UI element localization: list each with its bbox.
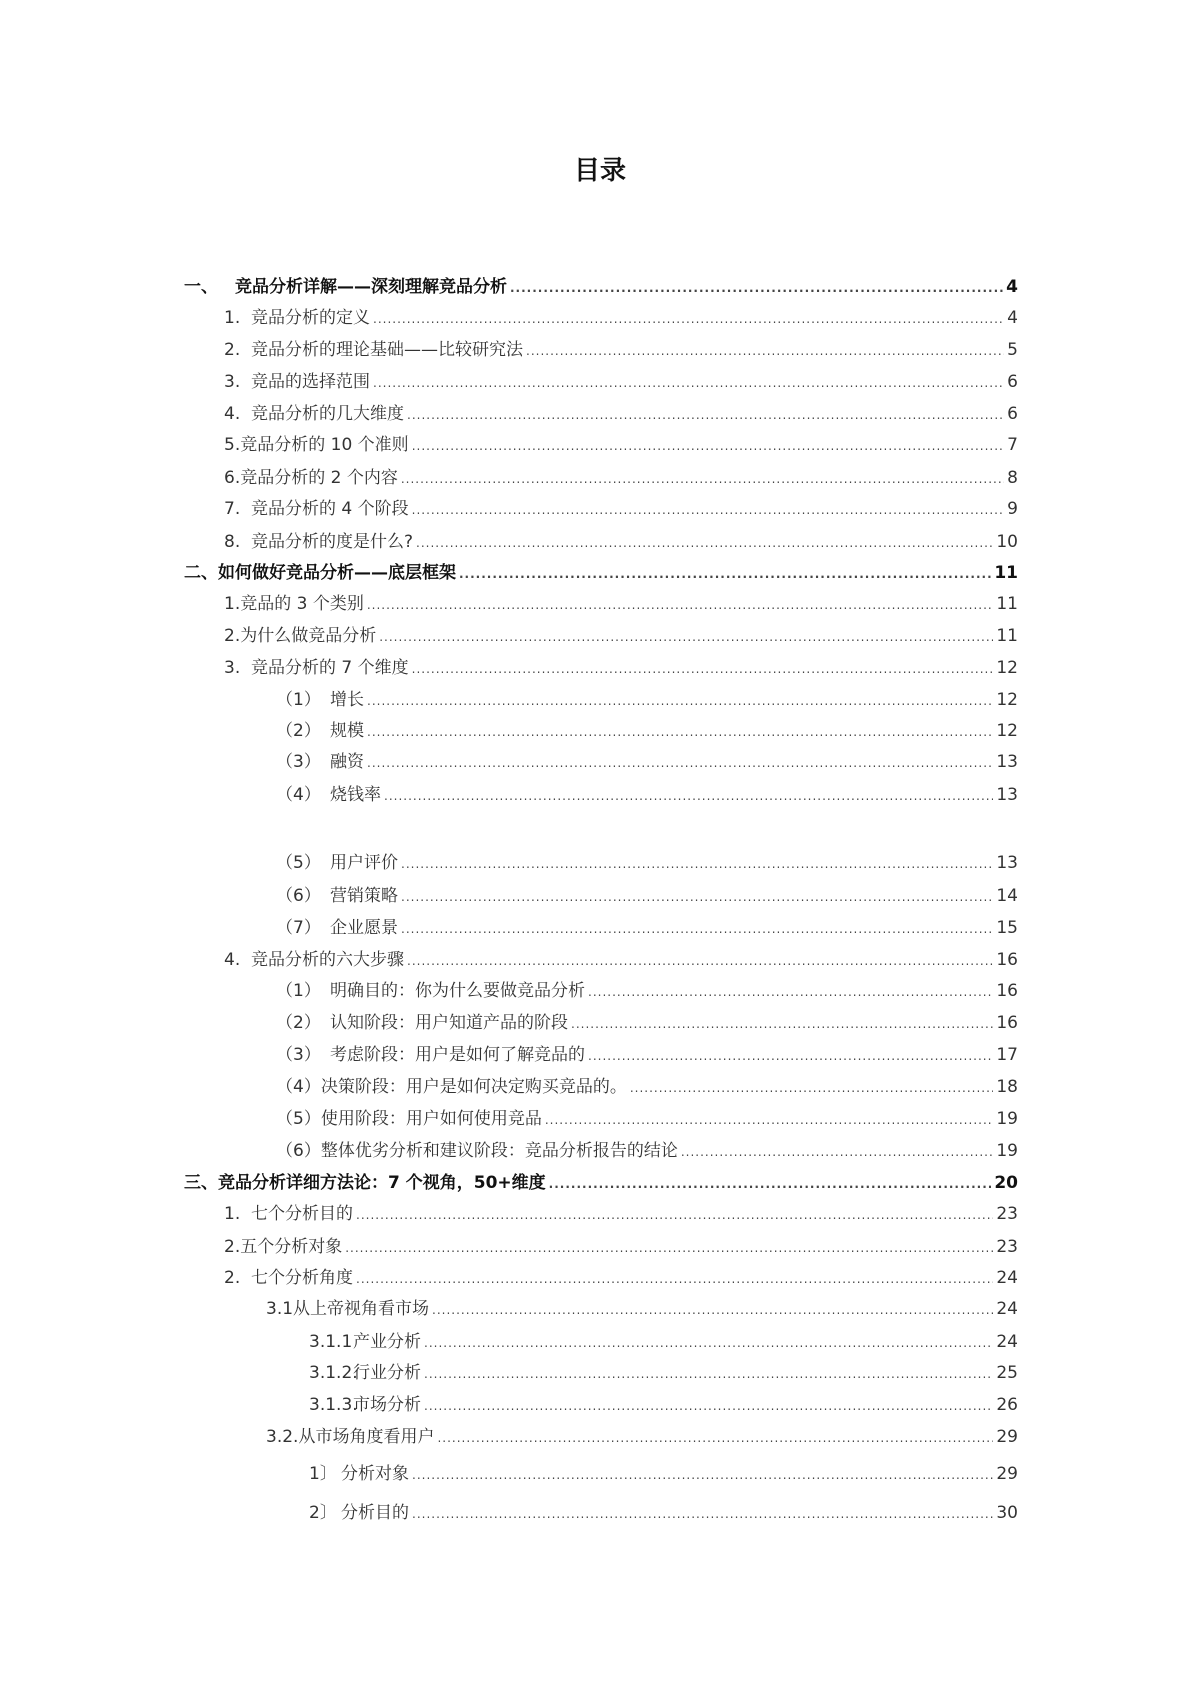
- toc-title: 规模: [330, 721, 364, 741]
- dot-leader: [630, 1076, 994, 1100]
- toc-title: 营销策略: [330, 886, 398, 906]
- toc-page-number: 13: [996, 853, 1018, 873]
- dot-leader: [412, 434, 1004, 458]
- toc-page-number: 6: [1007, 404, 1018, 424]
- toc-page-number: 8: [1007, 468, 1018, 488]
- toc-number: 1.: [224, 1204, 241, 1224]
- toc-page-number: 13: [996, 752, 1018, 772]
- toc-entry[interactable]: [224, 370, 1018, 394]
- dot-leader: [373, 371, 1004, 395]
- toc-title: 竞品分析的 7 个维度: [251, 658, 409, 678]
- toc-entry[interactable]: [276, 884, 1018, 908]
- dot-leader: [367, 593, 994, 617]
- toc-entry[interactable]: [224, 306, 1018, 330]
- toc-number: （1）: [276, 981, 321, 1001]
- toc-entry[interactable]: [224, 592, 1018, 616]
- toc-page-number: 29: [996, 1427, 1018, 1447]
- toc-entry[interactable]: [276, 1011, 1018, 1035]
- dot-leader: [412, 1463, 993, 1487]
- toc-page-number: 11: [996, 594, 1018, 614]
- toc-title: 七个分析目的: [251, 1204, 353, 1224]
- toc-page-number: 12: [996, 690, 1018, 710]
- toc-title: 分析目的: [341, 1503, 409, 1523]
- dot-leader: [424, 1331, 993, 1355]
- dot-leader: [367, 751, 993, 775]
- toc-title: 行业分析: [353, 1363, 421, 1383]
- toc-page-number: 13: [996, 785, 1018, 805]
- dot-leader: [459, 562, 991, 586]
- dot-leader: [407, 403, 1004, 427]
- dot-leader: [412, 498, 1005, 522]
- toc-page-number: 24: [996, 1332, 1018, 1352]
- toc-number: 3.1: [266, 1299, 294, 1319]
- toc-number: （6）: [276, 1141, 321, 1161]
- toc-number: 2.: [224, 1268, 241, 1288]
- toc-number: （1）: [276, 690, 321, 710]
- toc-entry[interactable]: [276, 719, 1018, 743]
- toc-title: 明确目的：你为什么要做竞品分析: [330, 981, 585, 1001]
- toc-entry[interactable]: [266, 1425, 1018, 1449]
- toc-page-number: 6: [1007, 372, 1018, 392]
- toc-number: 3.1.2.: [309, 1363, 358, 1383]
- toc-title: 竞品的选择范围: [251, 372, 370, 392]
- toc-entry[interactable]: [276, 979, 1018, 1003]
- toc-number: 3.: [224, 658, 241, 678]
- toc-number: 3.1.3.: [309, 1395, 358, 1415]
- toc-number: 4.: [224, 950, 241, 970]
- toc-page-number: 14: [996, 886, 1018, 906]
- toc-entry[interactable]: [276, 1075, 1018, 1099]
- toc-number: 5.: [224, 435, 241, 455]
- toc-title: 烧钱率: [330, 785, 381, 805]
- toc-number: 2.: [224, 626, 241, 646]
- toc-title: 竞品分析的 2 个内容: [240, 468, 398, 488]
- toc-number: 4.: [224, 404, 241, 424]
- toc-page-number: 15: [996, 918, 1018, 938]
- toc-entry[interactable]: [276, 750, 1018, 774]
- toc-number: （4）: [276, 785, 321, 805]
- toc-entry[interactable]: [309, 1393, 1018, 1417]
- dot-leader: [588, 1044, 993, 1068]
- toc-entry[interactable]: [266, 1297, 1018, 1321]
- toc-title: 市场分析: [353, 1395, 421, 1415]
- dot-leader: [549, 1172, 992, 1196]
- toc-page-number: 12: [996, 721, 1018, 741]
- toc-entry[interactable]: [276, 1107, 1018, 1131]
- toc-number: 2〕: [309, 1503, 337, 1523]
- toc-number: 6.: [224, 468, 241, 488]
- dot-leader: [588, 980, 993, 1004]
- toc-page-number: 16: [996, 1013, 1018, 1033]
- toc-title: 竞品分析的几大维度: [251, 404, 404, 424]
- toc-title: 五个分析对象: [240, 1237, 343, 1257]
- toc-number: （5）: [276, 853, 321, 873]
- toc-page-number: 4: [1006, 277, 1018, 297]
- toc-number: 二、: [184, 563, 218, 583]
- toc-number: （7）: [276, 918, 321, 938]
- toc-number: （6）: [276, 886, 321, 906]
- toc-page-number: 16: [996, 950, 1018, 970]
- toc-title: 七个分析角度: [251, 1268, 353, 1288]
- toc-page-number: 12: [996, 658, 1018, 678]
- dot-leader: [401, 852, 993, 876]
- toc-page-number: 4: [1007, 308, 1018, 328]
- toc-entry[interactable]: [224, 530, 1018, 554]
- toc-page-number: 20: [994, 1173, 1018, 1193]
- toc-title: 如何做好竞品分析——底层框架: [218, 563, 456, 583]
- toc-number: 一、: [184, 277, 218, 297]
- dot-leader: [401, 885, 993, 909]
- toc-title: 认知阶段：用户知道产品的阶段: [330, 1013, 568, 1033]
- toc-number: 3.2.: [266, 1427, 299, 1447]
- toc-page-number: 23: [996, 1204, 1018, 1224]
- toc-title: 竞品分析的 10 个准则: [240, 435, 409, 455]
- dot-leader: [412, 1502, 993, 1526]
- toc-entry[interactable]: [224, 433, 1018, 457]
- toc-heading[interactable]: [184, 561, 1018, 585]
- toc-title: 产业分析: [353, 1332, 421, 1352]
- toc-entry[interactable]: [224, 497, 1018, 521]
- toc-heading[interactable]: [184, 1171, 1018, 1195]
- toc-entry[interactable]: [276, 1139, 1018, 1163]
- toc-page-number: 26: [996, 1395, 1018, 1415]
- toc-number: 2.: [224, 340, 241, 360]
- toc-number: （3）: [276, 1045, 321, 1065]
- toc-entry[interactable]: [309, 1462, 1018, 1486]
- toc-number: （2）: [276, 721, 321, 741]
- toc-page-number: 7: [1007, 435, 1018, 455]
- toc-page-number: 10: [996, 532, 1018, 552]
- toc-entry[interactable]: [224, 402, 1018, 426]
- dot-leader: [571, 1012, 993, 1036]
- toc-number: 1.: [224, 308, 241, 328]
- toc-number: 1.: [224, 594, 241, 614]
- toc-page-number: 11: [996, 626, 1018, 646]
- toc-number: 8.: [224, 532, 241, 552]
- toc-page-number: 11: [994, 563, 1018, 583]
- toc-entry[interactable]: [309, 1361, 1018, 1385]
- toc-number: 3.: [224, 372, 241, 392]
- toc-number: 1〕: [309, 1464, 337, 1484]
- dot-leader: [437, 1426, 993, 1450]
- toc-entry[interactable]: [224, 656, 1018, 680]
- toc-entry[interactable]: [276, 916, 1018, 940]
- toc-title: 用户评价: [330, 853, 398, 873]
- toc-page-number: 23: [996, 1237, 1018, 1257]
- toc-number: 7.: [224, 499, 241, 519]
- toc-entry[interactable]: [309, 1330, 1018, 1354]
- toc-title: 企业愿景: [330, 918, 398, 938]
- page-title: 目录: [573, 156, 626, 186]
- toc-title: 考虑阶段：用户是如何了解竞品的: [330, 1045, 585, 1065]
- dot-leader: [416, 531, 993, 555]
- toc-page-number: 19: [996, 1141, 1018, 1161]
- dot-leader: [373, 307, 1004, 331]
- dot-leader: [384, 784, 993, 808]
- toc-page-number: 30: [996, 1503, 1018, 1523]
- toc-entry[interactable]: [309, 1501, 1018, 1525]
- toc-entry[interactable]: [276, 851, 1018, 875]
- toc-entry[interactable]: [224, 624, 1018, 648]
- toc-page-number: 18: [996, 1077, 1018, 1097]
- dot-leader: [367, 720, 993, 744]
- toc-page-number: 19: [996, 1109, 1018, 1129]
- toc-entry[interactable]: [224, 338, 1018, 362]
- dot-leader: [526, 339, 1004, 363]
- toc-title: 竞品分析的定义: [251, 308, 370, 328]
- toc-title: 使用阶段：用户如何使用竞品: [320, 1109, 542, 1129]
- toc-title: 竞品分析详解——深刻理解竞品分析: [235, 277, 507, 297]
- dot-leader: [681, 1140, 994, 1164]
- toc-entry[interactable]: [224, 948, 1018, 972]
- toc-entry[interactable]: [276, 1043, 1018, 1067]
- toc-title: 竞品分析的 4 个阶段: [251, 499, 409, 519]
- toc-title: 分析对象: [341, 1464, 409, 1484]
- toc-entry[interactable]: [224, 1202, 1018, 1226]
- toc-page-number: 5: [1007, 340, 1018, 360]
- toc-entry[interactable]: [224, 1235, 1018, 1259]
- dot-leader: [545, 1108, 994, 1132]
- toc-title: 竞品的 3 个类别: [240, 594, 364, 614]
- toc-entry[interactable]: [224, 466, 1018, 490]
- toc-number: 三、: [184, 1173, 218, 1193]
- dot-leader: [356, 1203, 993, 1227]
- toc-title: 增长: [330, 690, 364, 710]
- toc-title: 为什么做竞品分析: [240, 626, 377, 646]
- toc-entry[interactable]: [276, 688, 1018, 712]
- toc-title: 竞品分析详细方法论：7 个视角，50+维度: [218, 1173, 546, 1193]
- toc-entry[interactable]: [224, 1266, 1018, 1290]
- toc-page-number: 29: [996, 1464, 1018, 1484]
- toc-title: 决策阶段：用户是如何决定购买竞品的。: [320, 1077, 627, 1097]
- dot-leader: [424, 1362, 993, 1386]
- toc-number: 2.: [224, 1237, 241, 1257]
- toc-number: （2）: [276, 1013, 321, 1033]
- dot-leader: [432, 1298, 993, 1322]
- dot-leader: [401, 467, 1004, 491]
- toc-number: （3）: [276, 752, 321, 772]
- toc-page-number: 9: [1007, 499, 1018, 519]
- toc-page-number: 16: [996, 981, 1018, 1001]
- toc-title: 融资: [330, 752, 364, 772]
- dot-leader: [367, 689, 993, 713]
- dot-leader: [401, 917, 993, 941]
- toc-number: （4）: [276, 1077, 321, 1097]
- toc-title: 竞品分析的理论基础——比较研究法: [251, 340, 523, 360]
- toc-title: 从上帝视角看市场: [293, 1299, 430, 1319]
- toc-number: （5）: [276, 1109, 321, 1129]
- dot-leader: [424, 1394, 993, 1418]
- toc-heading[interactable]: [184, 275, 1018, 299]
- toc-title: 竞品分析的度是什么?: [251, 532, 414, 552]
- toc-title: 竞品分析的六大步骤: [251, 950, 404, 970]
- toc-page-number: 25: [996, 1363, 1018, 1383]
- dot-leader: [379, 625, 993, 649]
- dot-leader: [407, 949, 993, 973]
- toc-title: 整体优劣分析和建议阶段：竞品分析报告的结论: [320, 1141, 678, 1161]
- dot-leader: [356, 1267, 993, 1291]
- toc-page-number: 24: [996, 1268, 1018, 1288]
- dot-leader: [510, 276, 1003, 300]
- toc-page-number: 17: [996, 1045, 1018, 1065]
- toc-title: 从市场角度看用户: [298, 1427, 435, 1447]
- dot-leader: [412, 657, 994, 681]
- toc-entry[interactable]: [276, 783, 1018, 807]
- toc-page-number: 24: [996, 1299, 1018, 1319]
- dot-leader: [345, 1236, 993, 1260]
- toc-number: 3.1.1: [309, 1332, 353, 1352]
